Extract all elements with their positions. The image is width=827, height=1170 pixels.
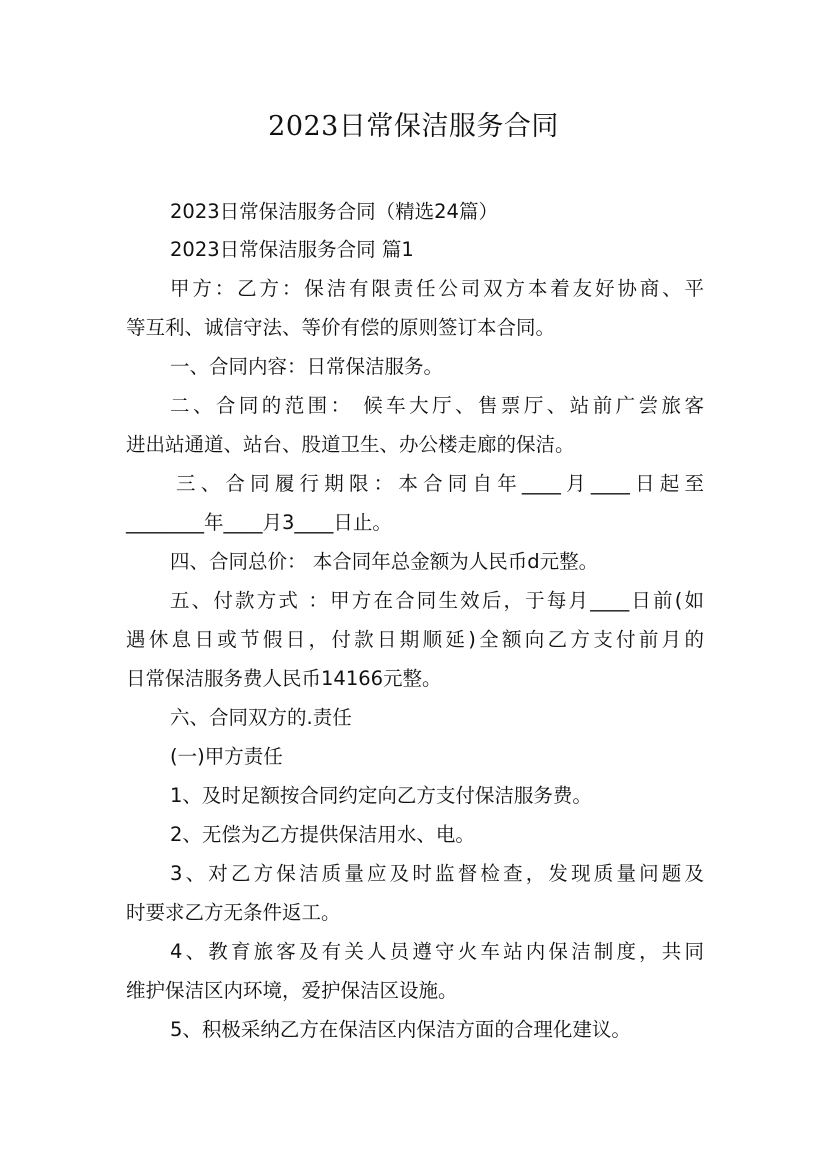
paragraph-line: ________年____月3____日止。 (126, 511, 392, 534)
paragraph-line: 遇休息日或节假日，付款日期顺延)全额向乙方支付前月的 (126, 628, 704, 651)
paragraph-line: 五、付款方式 ：甲方在合同生效后，于每月____日前(如 (170, 589, 704, 612)
section-heading: 2023日常保洁服务合同 篇1 (170, 238, 414, 261)
list-item: 1、及时足额按合同约定向乙方支付保洁服务费。 (170, 784, 592, 807)
list-item-continuation: 时要求乙方无条件返工。 (126, 901, 341, 924)
list-item: 5、积极采纳乙方在保洁区内保洁方面的合理化建议。 (170, 1018, 631, 1041)
section-heading: (一)甲方责任 (170, 745, 283, 768)
paragraph-line: 进出站通道、站台、股道卫生、办公楼走廊的保洁。 (126, 433, 575, 456)
document-title: 2023日常保洁服务合同 (268, 111, 559, 142)
paragraph-line: 三、合同履行期限：本合同自年____月____日起至 (176, 472, 704, 495)
paragraph-line: 二、合同的范围： 候车大厅、售票厅、站前广尝旅客 (170, 394, 704, 417)
paragraph-line: 甲方：乙方：保洁有限责任公司双方本着友好协商、平 (170, 277, 704, 300)
section-heading: 六、合同双方的.责任 (170, 706, 352, 729)
paragraph-line: 日常保洁服务费人民币14166元整。 (126, 667, 442, 690)
list-item: 2、无偿为乙方提供保洁用水、电。 (170, 823, 475, 846)
list-item: 3、对乙方保洁质量应及时监督检查，发现质量问题及 (170, 862, 704, 885)
paragraph-line: 四、合同总价： 本合同年总金额为人民币d元整。 (170, 550, 599, 573)
subtitle-line: 2023日常保洁服务合同（精选24篇） (170, 200, 498, 223)
list-item-continuation: 维护保洁区内环境，爱护保洁区设施。 (126, 979, 458, 1002)
paragraph-line: 等互利、诚信守法、等价有偿的原则签订本合同。 (126, 316, 556, 339)
list-item: 4、教育旅客及有关人员遵守火车站内保洁制度，共同 (170, 940, 704, 963)
paragraph-line: 一、合同内容：日常保洁服务。 (170, 355, 444, 378)
